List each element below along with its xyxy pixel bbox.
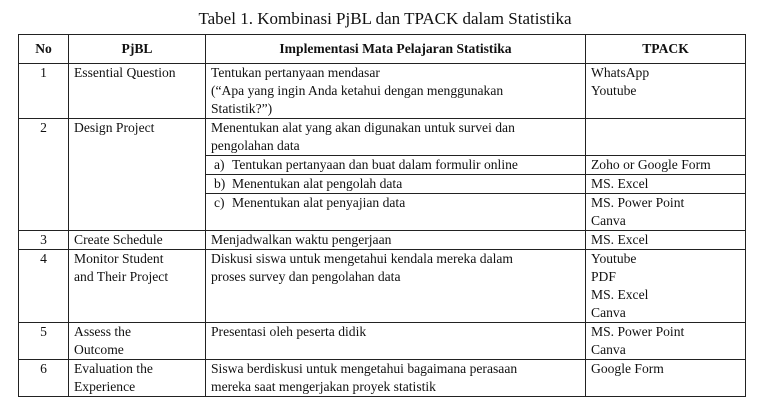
table-row	[19, 231, 746, 250]
header-pjbl: PjBL	[69, 35, 206, 64]
subitem-marker: a)	[214, 157, 225, 172]
text-line: Siswa berdiskusi untuk mengetahui bagaimana perasaan	[211, 361, 518, 376]
text-line: (“Apa yang ingin Anda ketahui dengan menggunakan	[211, 83, 504, 98]
tpack-cell	[586, 194, 746, 231]
tpack-cell: Zoho or Google Form	[586, 156, 746, 175]
table-row	[19, 119, 746, 156]
subitem-text: Tentukan pertanyaan dan buat dalam formulir online	[232, 157, 518, 172]
header-implementation: Implementasi Mata Pelajaran Statistika	[206, 35, 586, 64]
table-row	[19, 360, 746, 397]
tpack-item: PDF	[591, 269, 616, 284]
table-row	[19, 323, 746, 360]
implementation-cell	[206, 323, 586, 360]
implementation-subitem	[206, 175, 586, 194]
subitem-text: Menentukan alat pengolah data	[232, 176, 403, 191]
header-no: No	[19, 35, 69, 64]
text-line: Menjadwalkan waktu pengerjaan	[211, 232, 392, 247]
tpack-item: Canva	[591, 305, 626, 320]
text-line: Tentukan pertanyaan mendasar	[211, 65, 380, 80]
text-line: and Their Project	[74, 269, 169, 284]
text-line: Diskusi siswa untuk mengetahui kendala mereka dalam	[211, 251, 514, 266]
subitem-marker: b)	[214, 176, 226, 191]
implementation-cell	[206, 360, 586, 397]
tpack-cell	[586, 231, 746, 250]
row-number: 4	[19, 250, 69, 323]
tpack-item: Canva	[591, 213, 626, 228]
tpack-item: Google Form	[591, 361, 664, 376]
text-line: Evaluation the	[74, 361, 153, 376]
pjbl-step: Design Project	[69, 119, 206, 231]
row-number: 3	[19, 231, 69, 250]
tpack-item: MS. Excel	[591, 232, 649, 247]
implementation-cell	[206, 64, 586, 119]
row-number: 6	[19, 360, 69, 397]
tpack-cell	[586, 119, 746, 156]
text-line: Statistik?”)	[211, 101, 273, 116]
tpack-cell	[586, 64, 746, 119]
implementation-cell	[206, 250, 586, 323]
tpack-item: Canva	[591, 342, 626, 357]
header-row	[19, 35, 746, 64]
subitem-text: Menentukan alat penyajian data	[232, 195, 406, 210]
text-line: Presentasi oleh peserta didik	[211, 324, 367, 339]
implementation-subitem	[206, 156, 586, 175]
tpack-item: MS. Excel	[591, 287, 649, 302]
implementation-cell	[206, 119, 586, 156]
tpack-cell	[586, 323, 746, 360]
table-row	[19, 250, 746, 323]
pjbl-step: Create Schedule	[69, 231, 206, 250]
text-line: mereka saat mengerjakan proyek statistik	[211, 379, 436, 394]
pjbl-step	[69, 360, 206, 397]
tpack-cell	[586, 360, 746, 397]
row-number: 2	[19, 119, 69, 231]
tpack-item: MS. Power Point	[591, 195, 685, 210]
table-row	[19, 64, 746, 119]
tpack-item: Youtube	[591, 83, 637, 98]
text-line: Outcome	[74, 342, 124, 357]
row-number: 5	[19, 323, 69, 360]
text-line: pengolahan data	[211, 138, 300, 153]
pjbl-tpack-table	[18, 34, 746, 397]
tpack-item: Youtube	[591, 251, 637, 266]
tpack-item: WhatsApp	[591, 65, 650, 80]
row-number: 1	[19, 64, 69, 119]
header-tpack: TPACK	[586, 35, 746, 64]
text-line: Menentukan alat yang akan digunakan untuk survei dan	[211, 120, 515, 135]
pjbl-step	[69, 250, 206, 323]
implementation-cell	[206, 231, 586, 250]
text-line: Experience	[74, 379, 136, 394]
tpack-item: MS. Power Point	[591, 324, 685, 339]
table-caption: Tabel 1. Kombinasi PjBL dan TPACK dalam Statistika	[198, 9, 572, 28]
tpack-cell	[586, 250, 746, 323]
implementation-subitem	[206, 194, 586, 231]
text-line: proses survey dan pengolahan data	[211, 269, 401, 284]
subitem-marker: c)	[214, 195, 225, 210]
text-line: Monitor Student	[74, 251, 164, 266]
text-line: Assess the	[74, 324, 132, 339]
tpack-cell: MS. Excel	[586, 175, 746, 194]
pjbl-step: Essential Question	[69, 64, 206, 119]
pjbl-step	[69, 323, 206, 360]
